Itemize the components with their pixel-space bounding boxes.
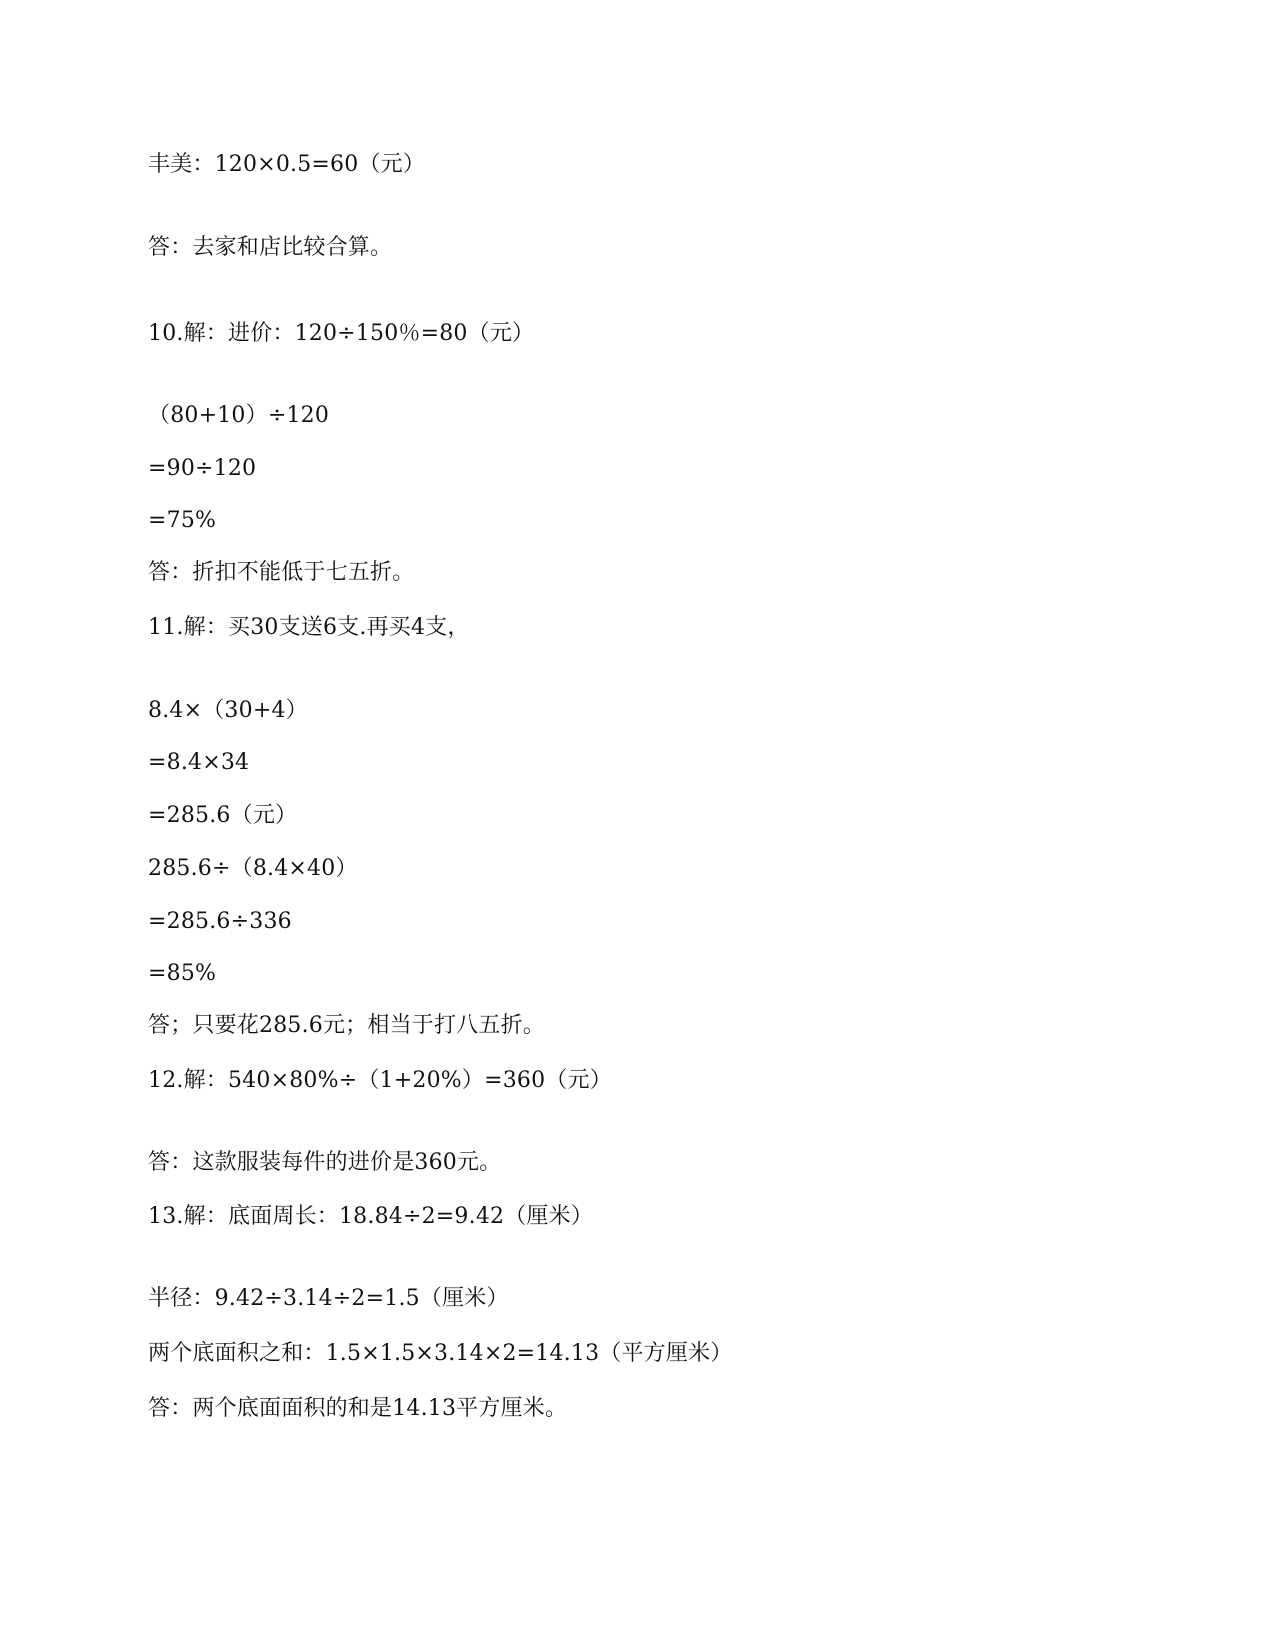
text-line: 答：去家和店比较合算。: [148, 235, 393, 260]
text-line: =75%: [148, 508, 217, 533]
text-line: 答：两个底面面积的和是14.13平方厘米。: [148, 1396, 568, 1421]
text-line: 答：这款服装每件的进价是360元。: [148, 1150, 502, 1175]
text-line: （80+10）÷120: [148, 403, 330, 428]
text-line: 丰美：120×0.5=60（元）: [148, 152, 426, 177]
text-line: 两个底面积之和：1.5×1.5×3.14×2=14.13（平方厘米）: [148, 1341, 733, 1366]
text-line: 13.解：底面周长：18.84÷2=9.42（厘米）: [148, 1204, 594, 1229]
text-line: =90÷120: [148, 456, 257, 481]
text-line: =8.4×34: [148, 750, 250, 775]
text-line: 半径：9.42÷3.14÷2=1.5（厘米）: [148, 1286, 509, 1311]
text-line: 8.4×（30+4）: [148, 698, 308, 723]
text-line: =285.6÷336: [148, 909, 292, 934]
text-line: 答：折扣不能低于七五折。: [148, 560, 415, 585]
text-line: 10.解：进价：120÷150％=80（元）: [148, 321, 535, 346]
text-line: =285.6（元）: [148, 803, 298, 828]
text-line: 答；只要花285.6元；相当于打八五折。: [148, 1013, 545, 1038]
text-line: 11.解：买30支送6支.再买4支，: [148, 615, 470, 640]
text-line: 285.6÷（8.4×40）: [148, 856, 358, 881]
text-line: =85%: [148, 961, 217, 986]
text-line: 12.解：540×80%÷（1+20%）=360（元）: [148, 1068, 612, 1093]
